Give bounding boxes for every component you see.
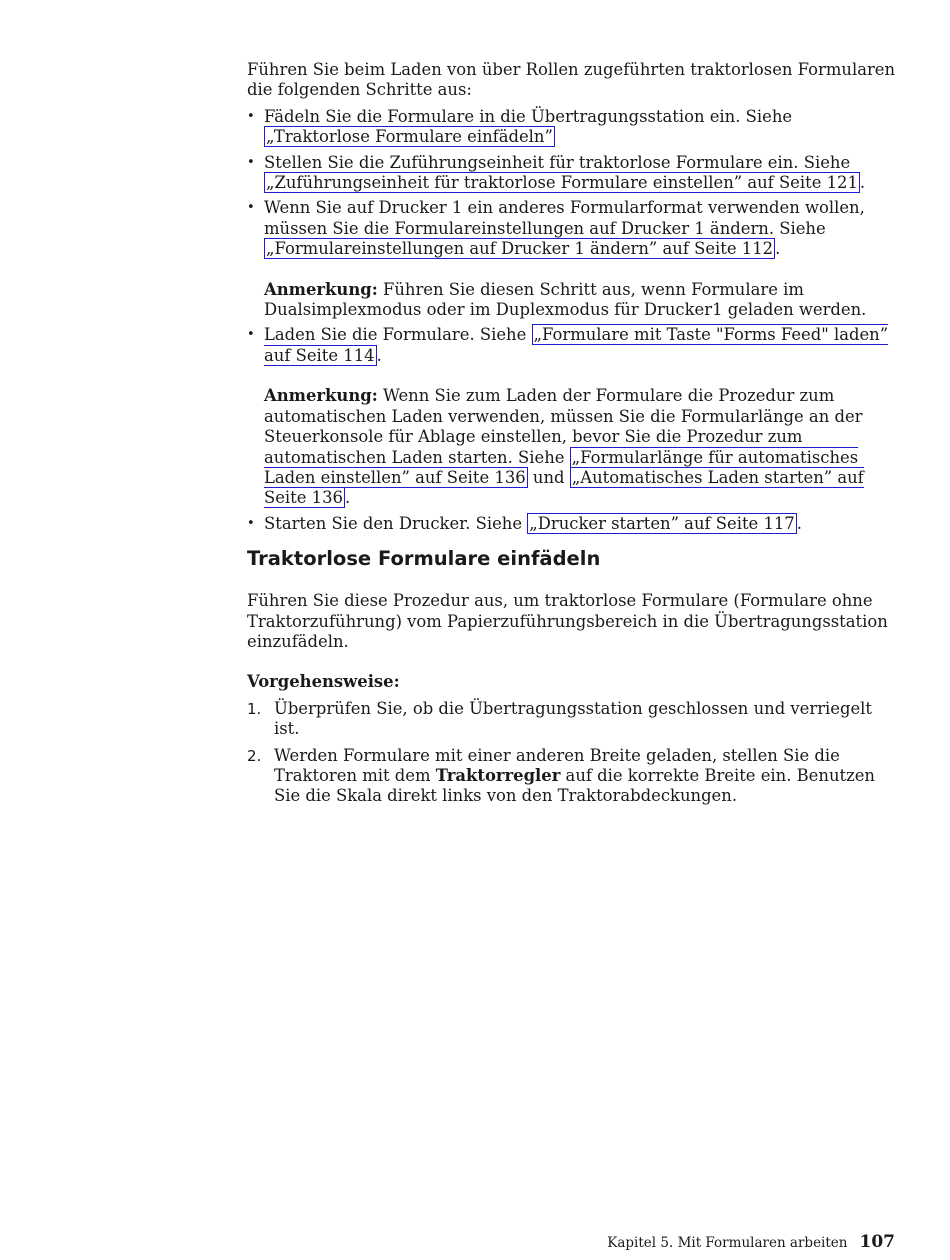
link-zufuehrungseinheit-einstellen[interactable]: „Zuführungseinheit für traktorlose Formulare einstellen” auf Seite 121 (266, 173, 858, 193)
link-drucker-starten[interactable]: „Drucker starten” auf Seite 117 (529, 513, 795, 533)
link-formulareinstellungen-aendern[interactable]: „Formulareinstellungen auf Drucker 1 ändern” auf Seite 112 (266, 239, 774, 259)
procedure-steps (247, 699, 897, 807)
step-number: 1. (247, 699, 262, 718)
page-number: 107 (859, 1232, 895, 1252)
list-item (247, 107, 897, 148)
list-item: • Laden Sie die Formulare. Siehe „Formulare mit Taste "Forms Feed" laden” auf Seite 114 . Anmerkung: Wenn Sie zum Laden der Formulare die Prozedur zum automatischen Laden verwenden, müssen Sie die Formularlänge an der Steuerkonsole für Ablage einstellen, bevor Sie die Prozedur zum automatischen Laden starten. Siehe „Formularlänge für automatisches Laden einstellen” auf Seite 136 und „Automatisches Laden starten” auf Seite 136 . (247, 325, 897, 508)
page-body (247, 60, 897, 813)
note (264, 280, 897, 321)
bullet-icon: • (247, 200, 255, 216)
list-item-text: Starten Sie den Drucker. Siehe (264, 513, 528, 533)
link-traktorlose-formulare-einfaedeln[interactable]: „Traktorlose Formulare einfädeln” (266, 127, 553, 147)
list-item: • Starten Sie den Drucker. Siehe „Drucker starten” auf Seite 117 . (247, 513, 802, 533)
footer-chapter-title: Kapitel 5. Mit Formularen arbeiten (607, 1235, 848, 1251)
note: Anmerkung: Wenn Sie zum Laden der Formulare die Prozedur zum automatischen Laden verwenden, müssen Sie die Formularlänge an der Steuerkonsole für Ablage einstellen, bevor Sie die Prozedur zum automatischen Laden starten. Siehe „Formularlänge für automatisches Laden einstellen” auf Seite 136 und „Automatisches Laden starten” auf Seite 136 . (264, 386, 864, 508)
note-label: Anmerkung: (264, 279, 378, 299)
step-number: 2. (247, 746, 262, 765)
step-text: Überprüfen Sie, ob die Übertragungsstation geschlossen und verriegelt ist. (274, 698, 872, 739)
list-item: • Wenn Sie auf Drucker 1 ein anderes Formularformat verwenden wollen, müssen Sie die Formulareinstellungen auf Drucker 1 ändern. Siehe „Formulareinstellungen auf Drucker 1 ändern” auf Seite 112 . Anmerkung: Führen Sie diesen Schritt aus, wenn Formulare im Dualsimplexmodus oder im Duplexmodus für Drucker1 geladen werden. (247, 198, 897, 320)
procedure-step (247, 699, 897, 740)
note-label: Anmerkung: (264, 386, 378, 406)
list-item-text: Laden Sie die Formulare. Siehe (264, 325, 532, 345)
step-bullet-list (247, 107, 897, 534)
list-item: • Stellen Sie die Zuführungseinheit für traktorlose Formulare ein. Siehe „Zuführungseinheit für traktorlose Formulare einstellen” auf Seite 121 . (247, 152, 866, 193)
page-footer (607, 1232, 895, 1252)
section-paragraph: Führen Sie diese Prozedur aus, um traktorlose Formulare (Formulare ohne Traktorzuführung) vom Papierzuführungsbereich in die Übertragungsstation einzufädeln. (247, 591, 888, 651)
procedure-step (247, 746, 897, 807)
list-item-text: Wenn Sie auf Drucker 1 ein anderes Formularformat verwenden wollen, müssen Sie die Formulareinstellungen auf Drucker 1 ändern. Siehe (264, 198, 865, 238)
link-formulare-forms-feed-laden[interactable]: „Formulare mit Taste "Forms Feed" laden” auf Seite 114 (264, 325, 889, 365)
bullet-icon: • (247, 327, 255, 343)
step-text: Werden Formulare mit einer anderen Breite geladen, stellen Sie die Traktoren mit dem (274, 745, 840, 785)
link-automatisches-laden-starten[interactable]: „Automatisches Laden starten” auf Seite 136 (264, 467, 864, 508)
note-text: Führen Sie diesen Schritt aus, wenn Formulare im Dualsimplexmodus oder im Duplexmodus für Drucker1 geladen werden. (264, 279, 867, 320)
bullet-icon: • (247, 108, 255, 124)
step-text-continued: auf die korrekte Breite ein. Benutzen Sie die Skala direkt links von den Traktorabdeckungen. (274, 765, 875, 806)
link-formularlaenge-einstellen[interactable]: „Formularlänge für automatisches Laden einstellen” auf Seite 136 (264, 447, 859, 487)
bullet-icon: • (247, 515, 255, 531)
list-item-text: Fädeln Sie die Formulare in die Übertragungsstation ein. Siehe (264, 106, 793, 126)
procedure-label: Vorgehensweise: (247, 672, 400, 692)
bullet-icon: • (247, 154, 255, 170)
intro-paragraph: Führen Sie beim Laden von über Rollen zugeführten traktorlosen Formularen die folgenden Schritte aus: (247, 60, 896, 100)
note-connector: und (527, 467, 570, 487)
note-text: Wenn Sie zum Laden der Formulare die Prozedur zum automatischen Laden verwenden, müssen Sie die Formularlänge an der Steuerkonsole für Ablage einstellen, bevor Sie die Prozedur zum automatischen Laden starten. Siehe (264, 386, 863, 467)
list-item-text: Stellen Sie die Zuführungseinheit für traktorlose Formulare ein. Siehe (264, 152, 851, 172)
section-heading: Traktorlose Formulare einfädeln (247, 547, 601, 571)
step-emphasis: Traktorregler (435, 765, 561, 785)
